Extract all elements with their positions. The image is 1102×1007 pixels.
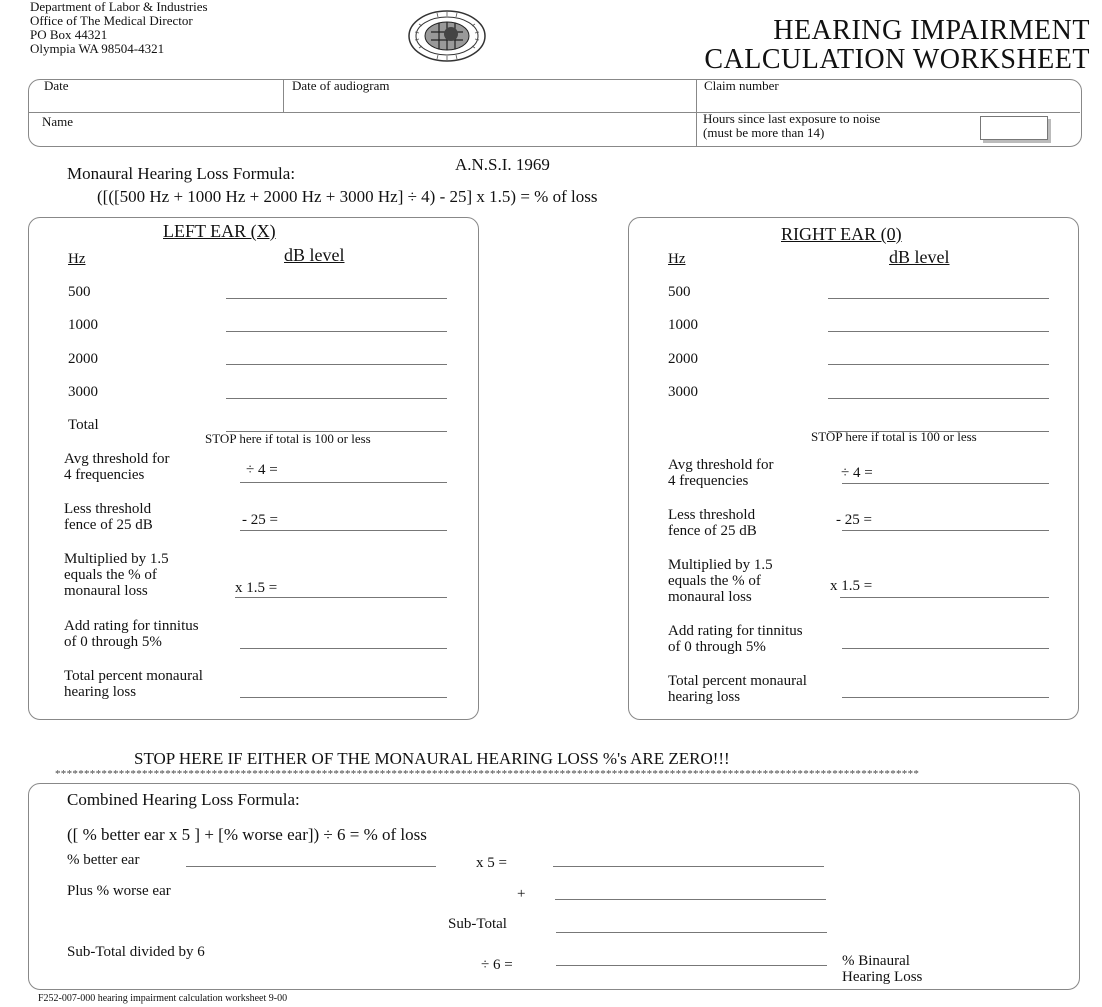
binaural-loss-label: % Binaural Hearing Loss (842, 953, 923, 985)
left-db-3000-line[interactable] (226, 398, 447, 399)
subtotal-divided-line[interactable] (556, 965, 827, 966)
better-ear-op: x 5 = (476, 855, 507, 871)
left-mult-label: Multiplied by 1.5 equals the % of monaural loss (64, 551, 169, 599)
worse-ear-line[interactable] (555, 899, 826, 900)
left-freq-2000: 2000 (68, 351, 98, 367)
right-avg-op: ÷ 4 = (841, 465, 873, 481)
combined-formula: ([ % better ear x 5 ] + [% worse ear]) ÷ 6 = % of loss (67, 825, 427, 844)
left-mult-op: x 1.5 = (235, 580, 278, 596)
right-less-label: Less threshold fence of 25 dB (668, 507, 757, 539)
right-db-3000-line[interactable] (828, 398, 1049, 399)
monaural-formula: ([([500 Hz + 1000 Hz + 2000 Hz + 3000 Hz] ÷ 4) - 25] x 1.5) = % of loss (97, 187, 598, 206)
right-freq-500: 500 (668, 284, 691, 300)
left-freq-3000: 3000 (68, 384, 98, 400)
right-freq-1000: 1000 (668, 317, 698, 333)
better-ear-result-line[interactable] (553, 866, 824, 867)
combined-formula-title: Combined Hearing Loss Formula: (67, 790, 300, 809)
monaural-formula-title: Monaural Hearing Loss Formula: (67, 164, 296, 183)
hours-field-label: Hours since last exposure to noise (must be more than 14) (703, 111, 881, 140)
right-hz-header: Hz (668, 251, 686, 267)
header-row-divider (29, 112, 1080, 113)
right-total-pct-label: Total percent monaural hearing loss (668, 673, 807, 705)
right-mult-line[interactable] (840, 597, 1049, 598)
form-footer: F252-007-000 hearing impairment calculation worksheet 9-00 (38, 993, 288, 1004)
stars-divider: ***************************************************************************************************************************************************** (55, 768, 920, 780)
left-tinnitus-label: Add rating for tinnitus of 0 through 5% (64, 618, 199, 650)
right-less-op: - 25 = (836, 512, 872, 528)
right-db-header: dB level (889, 247, 950, 267)
right-avg-line[interactable] (842, 483, 1049, 484)
form-title (704, 16, 1090, 74)
right-freq-2000: 2000 (668, 351, 698, 367)
left-db-1000-line[interactable] (226, 331, 447, 332)
form-title-line-1: HEARING IMPAIRMENT (773, 15, 1090, 46)
left-less-line[interactable] (240, 530, 447, 531)
left-total-pct-line[interactable] (240, 697, 447, 698)
left-less-op: - 25 = (242, 512, 278, 528)
right-less-line[interactable] (842, 530, 1049, 531)
agency-line-1: Department of Labor & Industries (30, 0, 208, 14)
header-fields-box (28, 79, 1082, 147)
left-total-label: Total (68, 417, 99, 433)
better-ear-label: % better ear (67, 852, 140, 868)
better-ear-line[interactable] (186, 866, 436, 867)
state-seal-icon (407, 10, 487, 62)
date-field-label: Date (44, 78, 69, 93)
left-db-2000-line[interactable] (226, 364, 447, 365)
ansi-standard: A.N.S.I. 1969 (455, 155, 550, 174)
right-freq-3000: 3000 (668, 384, 698, 400)
right-db-2000-line[interactable] (828, 364, 1049, 365)
name-field-label: Name (42, 114, 74, 129)
left-db-500-line[interactable] (226, 298, 447, 299)
left-avg-label: Avg threshold for 4 frequencies (64, 451, 170, 483)
right-avg-label: Avg threshold for 4 frequencies (668, 457, 774, 489)
left-avg-line[interactable] (240, 482, 447, 483)
subtotal-line[interactable] (556, 932, 827, 933)
worse-ear-label: Plus % worse ear (67, 883, 171, 899)
left-less-label: Less threshold fence of 25 dB (64, 501, 153, 533)
agency-line-4: Olympia WA 98504-4321 (30, 41, 165, 56)
left-tinnitus-line[interactable] (240, 648, 447, 649)
claim-number-field-label: Claim number (704, 78, 779, 93)
left-total-pct-label: Total percent monaural hearing loss (64, 668, 203, 700)
right-db-500-line[interactable] (828, 298, 1049, 299)
right-stop-note: STOP here if total is 100 or less (811, 429, 977, 444)
agency-line-3: PO Box 44321 (30, 27, 108, 42)
right-mult-op: x 1.5 = (830, 578, 873, 594)
audiogram-date-field-label: Date of audiogram (292, 78, 390, 93)
agency-line-2: Office of The Medical Director (30, 13, 193, 28)
right-tinnitus-label: Add rating for tinnitus of 0 through 5% (668, 623, 803, 655)
header-col-divider-1 (283, 80, 284, 113)
header-col-divider-2 (696, 80, 697, 146)
stop-banner: STOP HERE IF EITHER OF THE MONAURAL HEARING LOSS %'s ARE ZERO!!! (134, 749, 730, 768)
subtotal-divided-op: ÷ 6 = (481, 957, 513, 973)
worse-ear-op: + (517, 886, 526, 902)
agency-address (30, 0, 208, 56)
right-total-pct-line[interactable] (842, 697, 1049, 698)
left-db-header: dB level (284, 245, 345, 265)
subtotal-divided-label: Sub-Total divided by 6 (67, 944, 205, 960)
right-mult-label: Multiplied by 1.5 equals the % of monaural loss (668, 557, 773, 605)
hours-input-box[interactable] (980, 116, 1048, 140)
right-db-1000-line[interactable] (828, 331, 1049, 332)
left-stop-note: STOP here if total is 100 or less (205, 431, 371, 446)
right-ear-title: RIGHT EAR (0) (781, 224, 902, 244)
left-avg-op: ÷ 4 = (246, 462, 278, 478)
left-hz-header: Hz (68, 251, 86, 267)
form-title-line-2: CALCULATION WORKSHEET (704, 44, 1090, 75)
left-freq-500: 500 (68, 284, 91, 300)
left-freq-1000: 1000 (68, 317, 98, 333)
right-tinnitus-line[interactable] (842, 648, 1049, 649)
subtotal-label: Sub-Total (448, 916, 507, 932)
left-ear-title: LEFT EAR (X) (163, 221, 276, 241)
left-mult-line[interactable] (235, 597, 447, 598)
